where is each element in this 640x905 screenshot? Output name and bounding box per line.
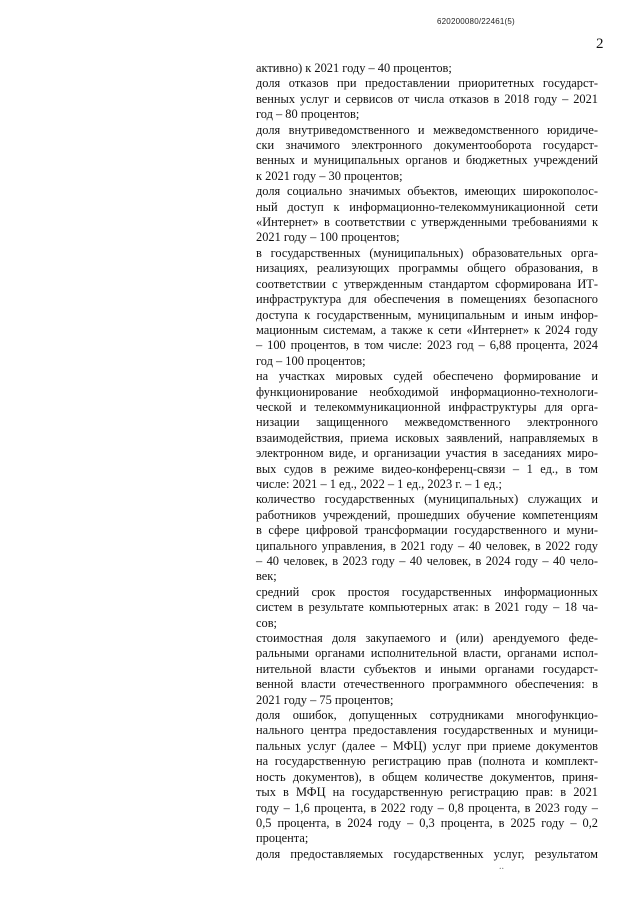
text-line: доля внутриведомственного и межведомственного юридиче-	[256, 122, 598, 137]
text-line: на участках мировых судей обеспечено формирование и	[256, 369, 598, 384]
text-line: в государственных (муниципальных) образовательных орга-	[256, 245, 598, 260]
text-line: низации защищенного межведомственного электронного	[256, 415, 598, 430]
document-registration-number: 620200080/22461(5)	[437, 17, 515, 26]
text-line: электронном виде, и организации участия в заседаниях миро-	[256, 446, 598, 461]
text-line: год – 100 процентов;	[256, 353, 366, 368]
text-line: 0,5 процента, в 2024 году – 0,3 процента, в 2025 году – 0,2	[256, 815, 598, 830]
text-line: ципального управления, в 2021 году – 40 человек, в 2022 году	[256, 538, 598, 553]
text-line: доля предоставляемых государственных услуг, результатом	[256, 846, 598, 861]
text-line: – 40 человек, в 2023 году – 40 человек, в 2024 году – 40 чело-	[256, 554, 598, 568]
text-line: доступа к государственным, муниципальным и иным инфор-	[256, 307, 598, 322]
text-line: тых в МФЦ на государственную регистрацию прав: в 2021	[256, 785, 598, 800]
text-line: ность документов), в общем количестве документов, приня-	[256, 769, 598, 784]
text-line: 2021 году – 75 процентов;	[256, 692, 394, 707]
text-line: «Интернет» в соответствии с утвержденными требованиями к	[256, 215, 598, 230]
text-line: к 2021 году – 30 процентов;	[256, 168, 403, 183]
text-line: в сфере цифровой трансформации государственного и муни-	[256, 523, 598, 538]
text-line: – 100 процентов, в том числе: 2023 год – 6,88 процента, 2024	[256, 338, 598, 353]
text-line: мационным системам, а также к сети «Интернет» к 2024 году	[256, 322, 598, 337]
text-line: пальных услуг (далее – МФЦ) услуг при приеме документов	[256, 738, 598, 753]
text-line: венных услуг и сервисов от числа отказов в 2018 году – 2021	[256, 91, 598, 106]
text-line: век;	[256, 569, 277, 584]
text-line: низациях, реализующих программы общего образования, в	[256, 261, 598, 276]
text-line: процента;	[256, 831, 309, 846]
text-line: на государственную регистрацию прав (полнота и комплект-	[256, 754, 598, 769]
page-number: 2	[596, 36, 604, 52]
text-line: доля социально значимых объектов, имеющих широкополос-	[256, 184, 598, 199]
text-line: систем в результате компьютерных атак: в 2021 году – 18 ча-	[256, 600, 598, 615]
text-line: ческой и телекоммуникационной инфраструктуры для орга-	[256, 399, 598, 414]
text-line: инфраструктура для обеспечения в помещениях безопасного	[256, 292, 598, 307]
document-body-text	[256, 61, 598, 862]
text-line: ски значимого электронного документооборота государст-	[256, 138, 598, 153]
text-line: ральными органами исполнительной власти, органами испол-	[256, 646, 598, 661]
text-line: взаимодействия, приема исковых заявлений, направляемых в	[256, 430, 598, 445]
text-line: сов;	[256, 615, 277, 630]
text-line: 2021 году – 100 процентов;	[256, 230, 400, 245]
text-line: стоимостная доля закупаемого и (или) арендуемого феде-	[256, 631, 598, 646]
text-line: ный доступ к информационно-телекоммуникационной сети	[256, 199, 598, 214]
text-line: год – 80 процентов;	[256, 107, 360, 122]
text-line: числе: 2021 – 1 ед., 2022 – 1 ед., 2023 г. – 1 ед.;	[256, 476, 502, 491]
text-line: венных и муниципальных органов и бюджетных учреждений	[256, 153, 598, 168]
text-line: функционирование необходимой информационно-технологи-	[256, 384, 598, 399]
text-line: работников учреждений, прошедших обучение компетенциям	[256, 507, 598, 522]
text-line: активно) к 2021 году – 40 процентов;	[256, 61, 452, 75]
text-line: доля ошибок, допущенных сотрудниками многофункцио-	[256, 708, 598, 723]
text-line: венной власти отечественного программного обеспечения: в	[256, 677, 598, 692]
text-line: средний срок простоя государственных информационных	[256, 584, 598, 599]
text-line: году – 1,6 процента, в 2022 году – 0,8 процента, в 2023 году –	[256, 800, 598, 815]
text-line: нительной власти субъектов и иными органами государст-	[256, 661, 598, 676]
scan-artifact-mark: ..	[499, 861, 504, 872]
text-line: доля отказов при предоставлении приоритетных государст-	[256, 76, 598, 91]
text-line: вых судов в режиме видео-конференц-связи – 1 ед., в том	[256, 461, 598, 476]
text-line: соответствии с утвержденным стандартом сформирована ИТ-	[256, 276, 598, 291]
text-line: нального центра предоставления государственных и муници-	[256, 723, 598, 738]
text-line: количество государственных (муниципальных) служащих и	[256, 492, 598, 507]
